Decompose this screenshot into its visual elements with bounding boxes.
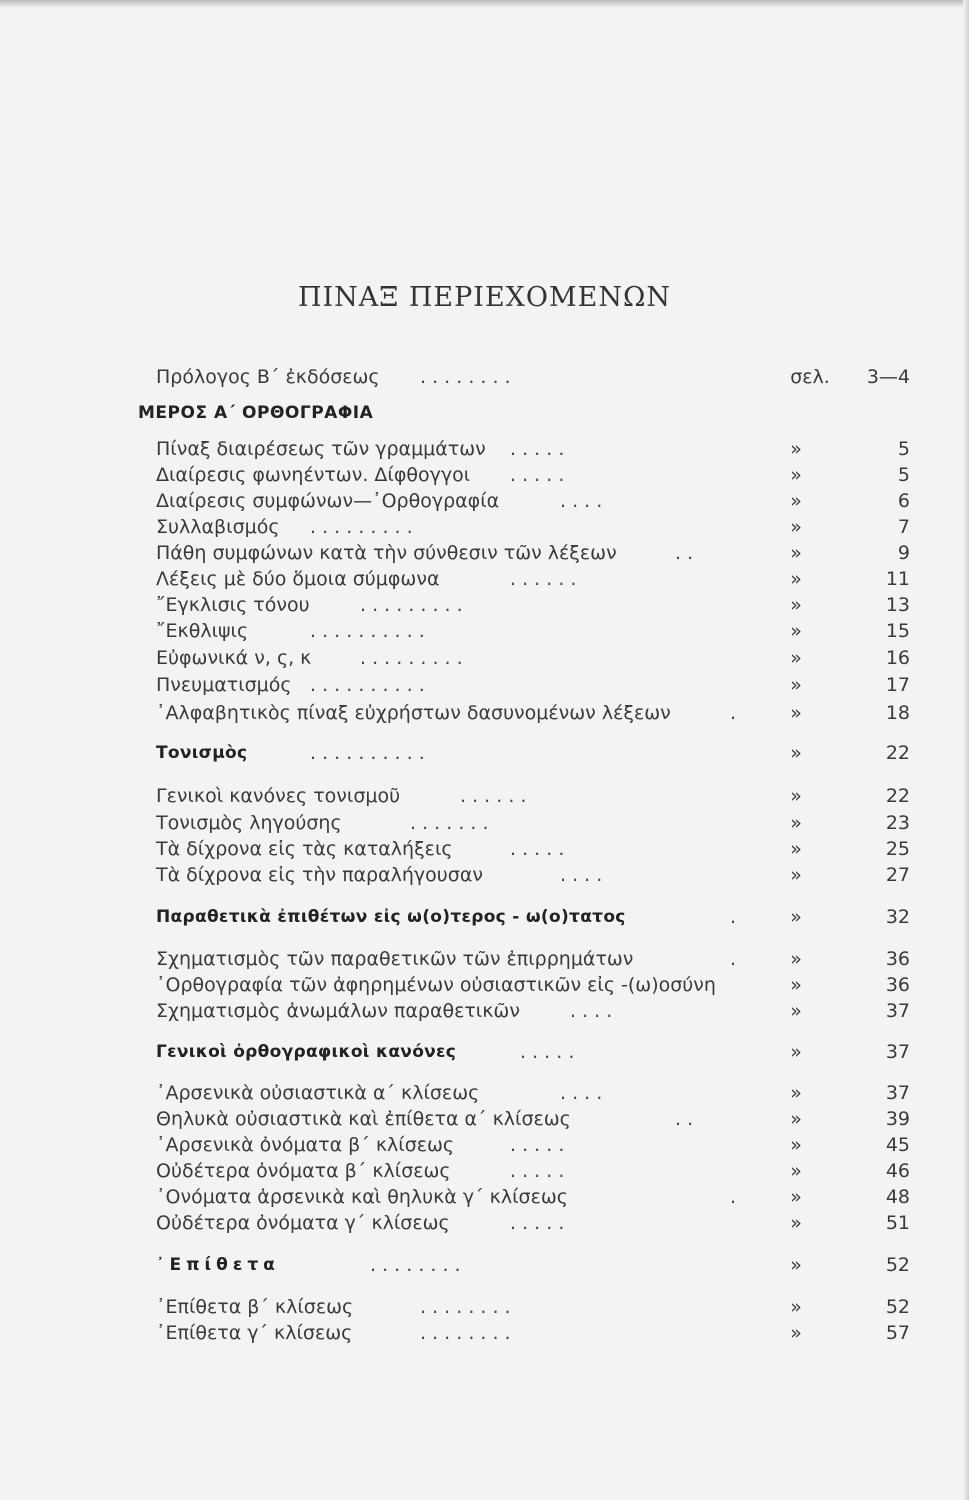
leader-dots: . . . . . [510,1212,565,1234]
page-number: 39 [885,1108,910,1130]
page-edge-top [0,0,969,8]
section-heading [150,902,910,932]
leader-dots: . . . . [570,1000,613,1022]
leader-dots: . . . . . . . . . . [310,620,425,642]
leader-dots: . . . . . . [460,785,527,807]
page-number: 32 [885,906,910,928]
toc-entry-label: ᾿Ορθογραφία τῶν ἀφηρημένων οὐσιαστικῶν εἰς -(ω)οσύνη [156,974,716,996]
ditto-mark: » [790,1160,802,1182]
ditto-mark: » [790,1296,802,1318]
toc-row [150,781,910,811]
toc-entry-label: Θηλυκὰ οὐσιαστικὰ καὶ ἐπίθετα α΄ κλίσεως [156,1108,571,1130]
leader-dots: . . . . . . [510,568,577,590]
leader-dots: . . . . . [510,438,565,460]
toc-row [150,860,910,890]
ditto-mark: » [790,1186,802,1208]
ditto-mark: » [790,1322,802,1344]
toc-row [150,1208,910,1238]
ditto-mark: » [790,1254,802,1276]
ditto-mark: » [790,785,802,807]
leader-dots: . . . . . [510,1160,565,1182]
page-number: 22 [885,785,910,807]
toc-entry-label: Λέξεις μὲ δύο ὅμοια σύμφωνα [156,568,440,590]
ditto-mark: » [790,464,802,486]
page-number: 6 [897,490,910,512]
ditto-mark: » [790,948,802,970]
ditto-mark: » [790,1082,802,1104]
page-number: 25 [885,838,910,860]
toc-entry-label: Οὐδέτερα ὀνόματα β΄ κλίσεως [156,1160,451,1182]
page-number: 16 [885,647,910,669]
ditto-mark: » [790,1134,802,1156]
leader-dots: . [730,906,737,928]
page-number: 36 [885,948,910,970]
ditto-mark: » [790,490,802,512]
page-number: 3—4 [866,366,910,388]
ditto-mark: » [790,838,802,860]
ditto-mark: » [790,702,802,724]
ditto-mark: » [790,812,802,834]
ditto-mark: » [790,742,802,764]
toc-entry-label: ᾿Αρσενικὰ ὀνόματα β΄ κλίσεως [156,1134,455,1156]
toc-entry-label: Διαίρεσις φωνηέντων. Δίφθογγοι [156,464,471,486]
section-heading-label: ᾿Επίθετα [156,1255,280,1275]
page-number: 27 [885,864,910,886]
toc-entry-label: ᾿Αλφαβητικὸς πίναξ εὐχρήστων δασυνομένων λέξεων [156,702,671,724]
page-number: 37 [885,1041,910,1063]
page-number: 9 [897,542,910,564]
section-heading-label: Τονισμὸς [156,743,248,763]
leader-dots: . . . . . [520,1041,575,1063]
toc-entry-label: Πίναξ διαιρέσεως τῶν γραμμάτων [156,438,486,460]
ditto-mark: » [790,1000,802,1022]
toc-entry-label: Τὰ δίχρονα εἰς τὴν παραλήγουσαν [156,864,483,886]
page-number: 37 [885,1082,910,1104]
leader-dots: . [730,702,737,724]
section-heading [150,1037,910,1067]
leader-dots: . . . . . [510,838,565,860]
page-number: 17 [885,674,910,696]
page-number: 15 [885,620,910,642]
page-title: ΠΙΝΑΞ ΠΕΡΙΕΧΟΜΕΝΩΝ [297,282,672,313]
ditto-mark: » [790,906,802,928]
toc-entry-label: Σχηματισμὸς ἀνωμάλων παραθετικῶν [156,1000,520,1022]
page-number: 37 [885,1000,910,1022]
leader-dots: . . [675,542,694,564]
page-number: 7 [897,516,910,538]
section-heading-label: Παραθετικὰ ἐπιθέτων εἰς ω(ο)τερος - ω(ο)τατος [156,907,626,927]
toc-entry-label: ᾿Ονόματα ἀρσενικὰ καὶ θηλυκὰ γ΄ κλίσεως [156,1186,568,1208]
ditto-mark: » [790,647,802,669]
section-heading [150,738,910,768]
ditto-mark: » [790,1108,802,1130]
ditto-mark: » [790,1212,802,1234]
page-number: 11 [885,568,910,590]
toc-entry-label: Τὰ δίχρονα εἰς τὰς καταλήξεις [156,838,453,860]
leader-dots: . . . . [560,1082,603,1104]
page-number: 46 [885,1160,910,1182]
part-heading-label: ΜΕΡΟΣ Α΄ ΟΡΘΟΓΡΑΦΙΑ [138,403,374,423]
ditto-mark: » [790,568,802,590]
page-number: 57 [885,1322,910,1344]
toc-entry-label: Σχηματισμὸς τῶν παραθετικῶν τῶν ἐπιρρημάτων [156,948,634,970]
toc-entry-label: Οὐδέτερα ὀνόματα γ΄ κλίσεως [156,1212,450,1234]
leader-dots: . . . . . [510,464,565,486]
page-number: 36 [885,974,910,996]
page-number: 5 [897,464,910,486]
page-number: 51 [885,1212,910,1234]
leader-dots: . [730,948,737,970]
page-number: 52 [885,1296,910,1318]
part-heading [138,398,910,428]
toc-row [150,670,910,700]
page-number: 45 [885,1134,910,1156]
leader-dots: . . . . . . . . . . [310,674,425,696]
leader-dots: . . . . . . . . . [310,516,413,538]
leader-dots: . . . . . . . . [420,1296,511,1318]
page-number: 48 [885,1186,910,1208]
toc-row [150,698,910,728]
page-edge-right [963,0,969,1500]
leader-dots: . [730,1186,737,1208]
ditto-mark: » [790,516,802,538]
ditto-mark: » [790,594,802,616]
section-heading [150,1250,910,1280]
toc-entry-label: ῎Εγκλισις τόνου [156,594,310,616]
toc-row [150,643,910,673]
ditto-mark: » [790,438,802,460]
toc-entry-label: Πνευματισμός [156,674,292,696]
toc-row [150,996,910,1026]
leader-dots: . . . . . . . . . . [310,742,425,764]
leader-dots: . . . . [560,490,603,512]
leader-dots: . . . . [560,864,603,886]
toc-entry-label: Γενικοὶ κανόνες τονισμοῦ [156,785,401,807]
section-heading-label: Γενικοὶ ὀρθογραφικοὶ κανόνες [156,1042,457,1062]
page-number: 5 [897,438,910,460]
leader-dots: . . . . . . . . . [360,647,463,669]
ditto-mark: » [790,542,802,564]
toc-row [150,362,910,392]
toc-entry-label: ῎Εκθλιψις [156,620,249,642]
page-prefix: σελ. [790,366,830,388]
toc-entry-label: Εὐφωνικά ν, ς, κ [156,647,312,669]
toc-entry-label: Συλλαβισμός [156,516,280,538]
toc-entry-label: ᾿Αρσενικὰ οὐσιαστικὰ α΄ κλίσεως [156,1082,480,1104]
ditto-mark: » [790,1041,802,1063]
toc-entry-label: Τονισμὸς ληγούσης [156,812,342,834]
toc-entry-label: Πρόλογος Β΄ ἐκδόσεως [156,366,380,388]
leader-dots: . . . . . . . . [370,1254,461,1276]
leader-dots: . . . . . . . . [420,366,511,388]
toc-entry-label: Διαίρεσις συμφώνων—᾿Ορθογραφία [156,490,500,512]
toc-entry-label: ᾿Επίθετα β΄ κλίσεως [156,1296,354,1318]
page-number: 22 [885,742,910,764]
leader-dots: . . [675,1108,694,1130]
page-number: 23 [885,812,910,834]
leader-dots: . . . . . . . . [420,1322,511,1344]
page-number: 52 [885,1254,910,1276]
toc-row [150,616,910,646]
leader-dots: . . . . . . . [410,812,489,834]
leader-dots: . . . . . . . . . [360,594,463,616]
ditto-mark: » [790,620,802,642]
leader-dots: . . . . . [510,1134,565,1156]
toc-entry-label: Πάθη συμφώνων κατὰ τὴν σύνθεσιν τῶν λέξεων [156,542,617,564]
ditto-mark: » [790,864,802,886]
page-number: 18 [885,702,910,724]
page-number: 13 [885,594,910,616]
toc-entry-label: ᾿Επίθετα γ΄ κλίσεως [156,1322,353,1344]
ditto-mark: » [790,974,802,996]
ditto-mark: » [790,674,802,696]
toc-row [150,1318,910,1348]
